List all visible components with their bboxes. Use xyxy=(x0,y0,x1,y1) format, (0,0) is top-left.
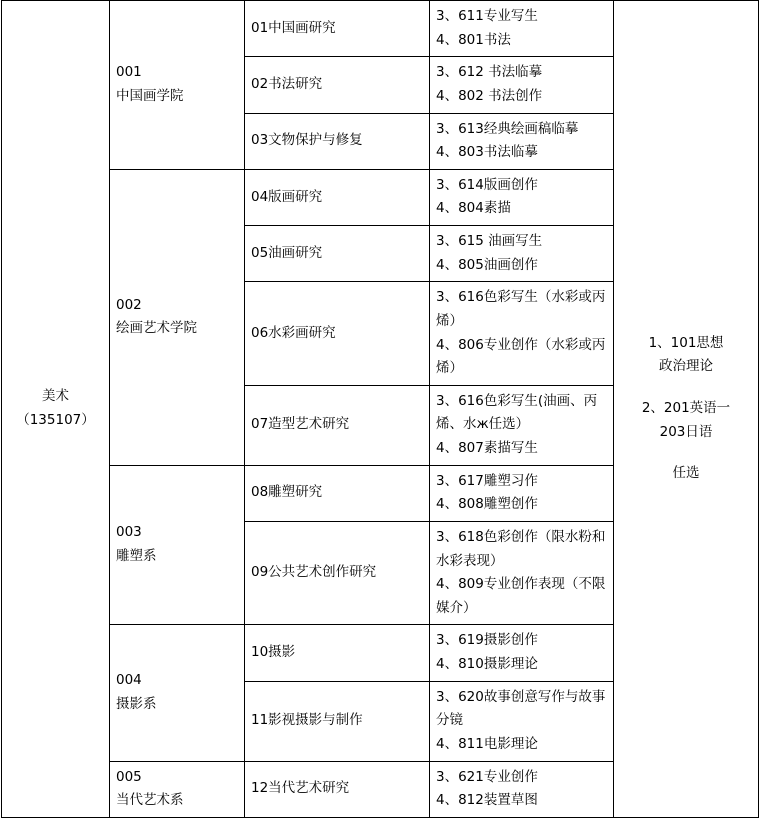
direction-name: 07造型艺术研究 xyxy=(251,416,350,433)
subjects-cell xyxy=(430,1,614,57)
direction-cell xyxy=(245,681,430,761)
direction-cell xyxy=(245,761,430,817)
subject-item: 4、801书法 xyxy=(436,31,511,48)
common-subjects-cell xyxy=(614,1,759,818)
direction-cell xyxy=(245,1,430,57)
college-cell xyxy=(110,1,245,170)
subject-item: 3、617雕塑习作 xyxy=(436,472,538,489)
common-subject-1-line1: 1、101思想 xyxy=(648,334,724,351)
college-name: 雕塑系 xyxy=(116,548,157,564)
common-subject-1 xyxy=(620,332,752,379)
direction-cell xyxy=(245,282,430,386)
direction-cell xyxy=(245,57,430,113)
subject-item: 3、613经典绘画稿临摹 xyxy=(436,120,579,137)
common-subject-note: 任选 xyxy=(672,465,700,482)
subjects-cell xyxy=(430,681,614,761)
subject-item: 4、809专业创作表现（不限媒介） xyxy=(436,576,606,616)
subject-item: 4、807素描写生 xyxy=(436,440,538,456)
subject-item: 4、812装置草图 xyxy=(436,792,538,809)
subjects-cell xyxy=(430,169,614,225)
subjects-cell xyxy=(430,113,614,169)
subject-item: 4、805油画创作 xyxy=(436,256,538,273)
direction-name: 11影视摄影与制作 xyxy=(251,712,363,729)
subject-item: 3、618色彩创作（限水粉和水彩表现） xyxy=(436,528,606,569)
college-cell xyxy=(110,625,245,761)
common-subject-1-line2: 政治理论 xyxy=(659,358,713,375)
subjects-cell xyxy=(430,521,614,625)
subjects-cell xyxy=(430,465,614,521)
direction-cell xyxy=(245,385,430,465)
subjects-cell xyxy=(430,385,614,465)
major-code: （135107） xyxy=(16,411,95,428)
subject-item: 3、620故事创意写作与故事分镜 xyxy=(436,688,606,729)
college-name: 中国画学院 xyxy=(116,87,184,104)
direction-name: 12当代艺术研究 xyxy=(251,780,350,797)
direction-name: 09公共艺术创作研究 xyxy=(251,564,377,581)
college-cell xyxy=(110,169,245,465)
direction-cell xyxy=(245,113,430,169)
direction-name: 05油画研究 xyxy=(251,244,323,261)
subject-item: 4、806专业创作（水彩或丙烯） xyxy=(436,336,606,377)
subject-item: 3、612 书法临摹 xyxy=(436,64,543,81)
subject-item: 3、619摄影创作 xyxy=(436,632,538,649)
college-name: 绘画艺术学院 xyxy=(116,320,197,337)
subject-item: 4、803书法临摹 xyxy=(436,144,538,161)
direction-name: 02书法研究 xyxy=(251,76,323,93)
subject-item: 4、810摄影理论 xyxy=(436,656,538,672)
subjects-cell xyxy=(430,282,614,386)
direction-cell xyxy=(245,521,430,625)
subject-item: 3、616色彩写生（水彩或丙烯） xyxy=(436,289,606,329)
subjects-cell xyxy=(430,761,614,817)
subject-item: 4、804素描 xyxy=(436,200,511,217)
subject-item: 3、614版画创作 xyxy=(436,176,538,193)
direction-cell xyxy=(245,169,430,225)
college-code: 005 xyxy=(116,768,142,785)
subjects-cell xyxy=(430,625,614,681)
direction-name: 08雕塑研究 xyxy=(251,484,323,501)
major-name: 美术 xyxy=(42,388,69,405)
subject-item: 4、808雕塑创作 xyxy=(436,496,538,513)
college-cell xyxy=(110,761,245,817)
table-body xyxy=(2,1,759,818)
subject-item: 4、811电影理论 xyxy=(436,735,538,752)
table-row xyxy=(2,1,759,57)
direction-name: 04版画研究 xyxy=(251,188,323,205)
college-code: 004 xyxy=(116,672,142,689)
common-subject-2-line1: 2、201英语一 xyxy=(641,400,731,417)
major-cell xyxy=(2,1,110,818)
direction-name: 10摄影 xyxy=(251,644,296,661)
college-name: 当代艺术系 xyxy=(116,792,184,809)
direction-name: 06水彩画研究 xyxy=(251,324,336,341)
common-subject-2-line2: 203日语 xyxy=(659,423,713,440)
subject-item: 4、802 书法创作 xyxy=(436,87,543,104)
subject-item: 3、616色彩写生(油画、丙烯、水ж任选） xyxy=(436,392,598,433)
common-subject-2 xyxy=(620,397,752,444)
direction-cell xyxy=(245,226,430,282)
subject-item: 3、615 油画写生 xyxy=(436,233,543,249)
college-cell xyxy=(110,465,245,625)
college-code: 003 xyxy=(116,524,142,541)
subjects-cell xyxy=(430,57,614,113)
direction-name: 01中国画研究 xyxy=(251,19,336,36)
subject-item: 3、621专业创作 xyxy=(436,768,538,785)
direction-name: 03文物保护与修复 xyxy=(251,132,363,149)
college-code: 001 xyxy=(116,64,142,81)
subject-item: 3、611专业写生 xyxy=(436,8,538,24)
direction-cell xyxy=(245,465,430,521)
college-code: 002 xyxy=(116,296,142,313)
college-name: 摄影系 xyxy=(116,695,157,712)
direction-cell xyxy=(245,625,430,681)
exam-subjects-table xyxy=(1,0,759,818)
subjects-cell xyxy=(430,226,614,282)
